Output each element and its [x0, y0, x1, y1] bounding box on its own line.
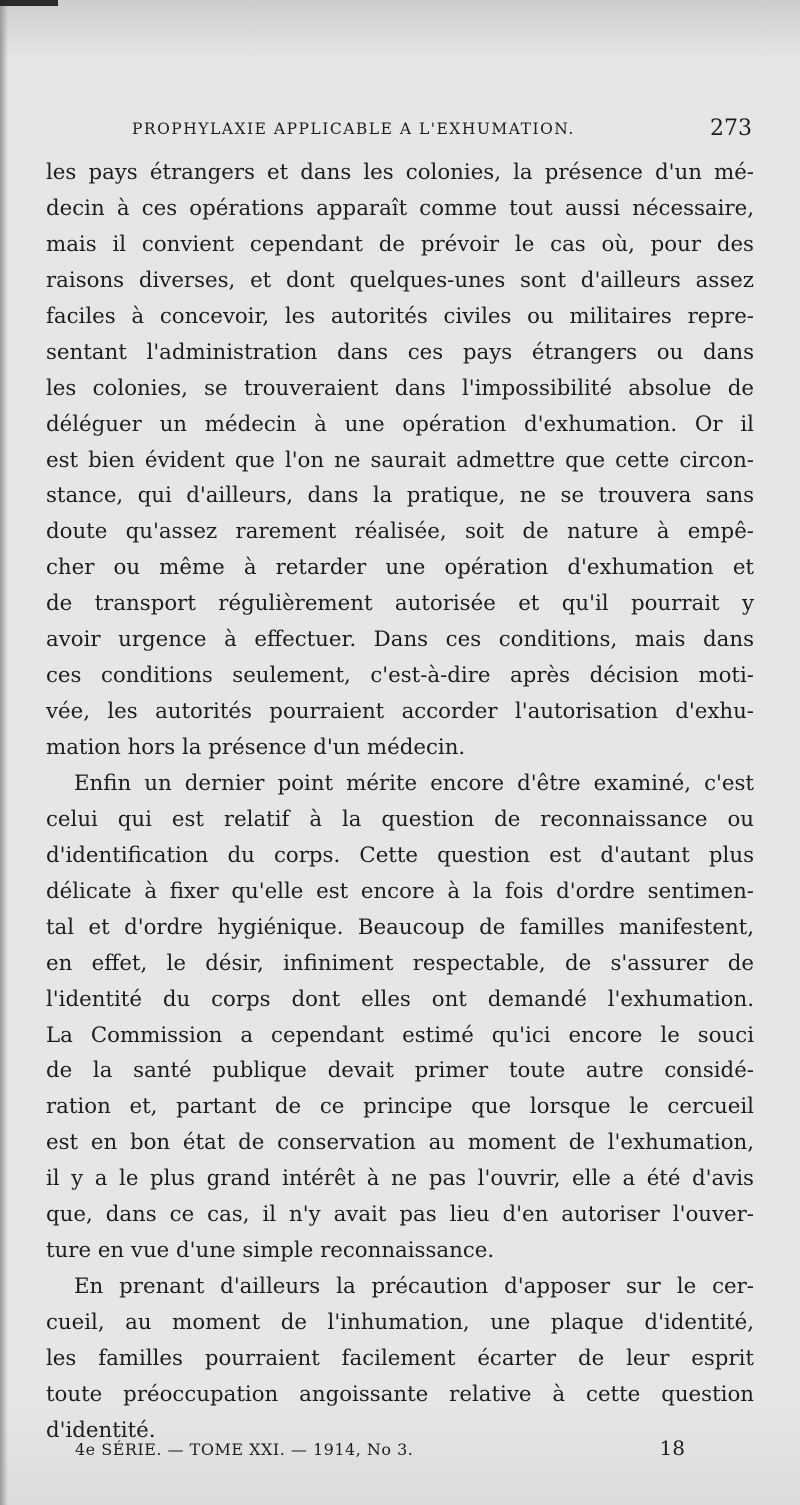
text-line: mais il convient cependant de prévoir le cas où, pour des [46, 231, 754, 257]
paragraph-start-line: En prenant d'ailleurs la précaution d'apposer sur le cer- [74, 1274, 754, 1300]
text-line: est en bon état de conservation au moment de l'exhumation, [46, 1130, 754, 1156]
running-head [132, 116, 752, 144]
page-number: 273 [710, 116, 752, 141]
paragraph-start-line: Enfin un dernier point mérite encore d'être examiné, c'est [74, 770, 754, 796]
text-line: vée, les autorités pourraient accorder l'autorisation d'exhu- [46, 699, 754, 725]
text-line: l'identité du corps dont elles ont demandé l'exhumation. [46, 986, 754, 1012]
signature-line: 4e SÉRIE. — TOME XXI. — 1914, No 3. [75, 1440, 414, 1459]
text-line: que, dans ce cas, il n'y avait pas lieu d'en autoriser l'ouver- [46, 1202, 754, 1228]
corner-ink-mark [0, 0, 58, 6]
text-line: les pays étrangers et dans les colonies, la présence d'un mé- [46, 160, 754, 185]
text-line: déléguer un médecin à une opération d'exhumation. Or il [46, 411, 754, 437]
text-line: les familles pourraient facilement écarter de leur esprit [46, 1345, 754, 1371]
text-line: tal et d'ordre hygiénique. Beaucoup de familles manifestent, [46, 914, 754, 940]
paragraph-end-line: d'identité. [46, 1417, 156, 1443]
text-line: ration et, partant de ce principe que lorsque le cercueil [46, 1094, 754, 1120]
paragraph-end-line: mation hors la présence d'un médecin. [46, 735, 466, 760]
page-edge-shadow [0, 0, 8, 1505]
text-line: en effet, le désir, infiniment respectable, de s'assurer de [46, 950, 754, 976]
text-line: les colonies, se trouveraient dans l'impossibilité absolue de [46, 375, 754, 401]
text-line: faciles à concevoir, les autorités civiles ou militaires repre- [46, 303, 754, 329]
text-line: d'identification du corps. Cette question est d'autant plus [46, 842, 754, 868]
text-line: celui qui est relatif à la question de reconnaissance ou [46, 806, 754, 832]
text-line: cher ou même à retarder une opération d'exhumation et [46, 555, 754, 581]
running-head-title: PROPHYLAXIE APPLICABLE A L'EXHUMATION. [132, 120, 575, 138]
text-line: est bien évident que l'on ne saurait admettre que cette circon- [46, 447, 754, 473]
text-line: de transport régulièrement autorisée et qu'il pourrait y [46, 591, 754, 617]
text-line: decin à ces opérations apparaît comme tout aussi nécessaire, [46, 195, 754, 221]
text-line: cueil, au moment de l'inhumation, une plaque d'identité, [46, 1310, 754, 1335]
text-line: La Commission a cependant estimé qu'ici encore le souci [46, 1022, 754, 1048]
paragraph-end-line: ture en vue d'une simple reconnaissance. [46, 1238, 495, 1264]
text-line: ces conditions seulement, c'est-à-dire après décision moti- [46, 663, 754, 689]
text-line: il y a le plus grand intérêt à ne pas l'ouvrir, elle a été d'avis [46, 1166, 754, 1192]
text-line: avoir urgence à effectuer. Dans ces conditions, mais dans [46, 627, 754, 653]
text-line: de la santé publique devait primer toute autre considé- [46, 1058, 754, 1084]
sheet-number: 18 [659, 1436, 685, 1460]
page-footer [75, 1434, 685, 1464]
text-line: doute qu'assez rarement réalisée, soit de nature à empê- [46, 519, 754, 545]
text-line: raisons diverses, et dont quelques-unes sont d'ailleurs assez [46, 267, 754, 293]
text-line: sentant l'administration dans ces pays étrangers ou dans [46, 339, 754, 365]
text-line: stance, qui d'ailleurs, dans la pratique, ne se trouvera sans [46, 483, 754, 509]
body-text [46, 155, 754, 1449]
text-line: délicate à fixer qu'elle est encore à la fois d'ordre sentimen- [46, 878, 754, 904]
text-line: toute préoccupation angoissante relative à cette question [46, 1381, 754, 1407]
